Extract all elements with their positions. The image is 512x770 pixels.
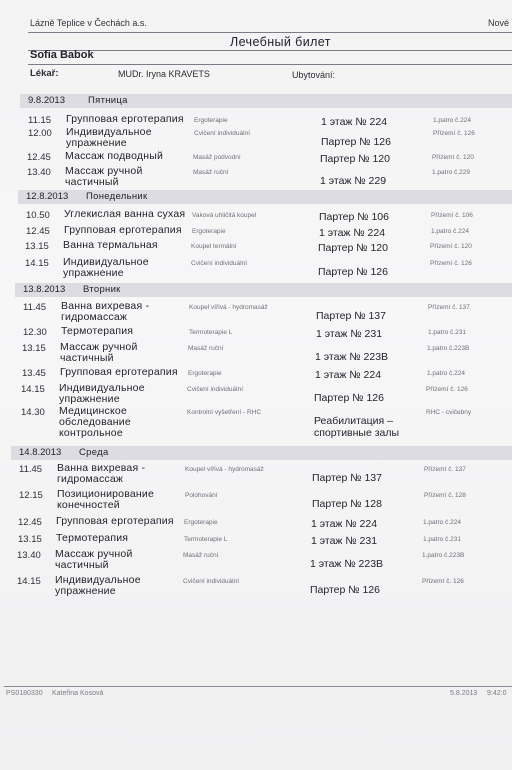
room-number-cz: 1.patro č.223B <box>427 345 470 352</box>
procedure-name-cz: Masáž ruční <box>188 345 224 352</box>
appointment-time: 14.15 <box>25 258 49 269</box>
header-rule <box>28 32 512 33</box>
procedure-name: Групповая ерготерапия <box>60 366 178 378</box>
procedure-name: Массаж ручной частичный <box>60 341 138 364</box>
room-number-cz: Přízemí č. 137 <box>424 466 466 473</box>
procedure-name: Массаж ручной частичный <box>55 548 133 571</box>
room-number-cz: Přízemí č. 126 <box>433 130 475 137</box>
procedure-name: Групповая ерготерапия <box>64 224 182 236</box>
day-date: 14.8.2013 <box>19 447 62 458</box>
footer-code: PS0180330 <box>6 690 43 697</box>
procedure-name: Индивидуальное упражнение <box>63 256 149 279</box>
room-number-cz: 1.patro č.229 <box>432 169 470 176</box>
page-title: Лечебный билет <box>230 35 331 49</box>
corner-text: Nové <box>488 18 510 28</box>
spa-name: Lázně Teplice v Čechách a.s. <box>30 18 147 28</box>
procedure-name-cz: Cvičení individuální <box>187 386 244 393</box>
appointment-time: 13.15 <box>18 534 42 545</box>
room-number: Партер № 137 <box>316 310 386 322</box>
doctor-name: MUDr. Iryna KRAVETS <box>118 69 210 79</box>
appointment-time: 12.30 <box>23 327 47 338</box>
room-number-cz: 1.patro č.223B <box>422 552 465 559</box>
procedure-name-cz: Kontrolní vyšetření - RHC <box>187 409 262 416</box>
room-number: 1 этаж № 224 <box>311 518 378 530</box>
procedure-name: Медицинское обследование контрольное <box>59 405 131 439</box>
room-number-cz: Přízemí č. 106 <box>431 212 473 219</box>
room-number-cz: Přízemí č. 126 <box>430 260 472 267</box>
procedure-name-cz: Cvičení individuální <box>183 578 240 585</box>
room-number: Реабилитация – спортивные залы <box>314 415 400 439</box>
procedure-name-cz: Masáž ruční <box>183 552 219 559</box>
appointment-time: 13.45 <box>22 368 46 379</box>
day-weekday: Понедельник <box>86 191 148 202</box>
day-date: 9.8.2013 <box>28 95 65 106</box>
appointment-time: 12.45 <box>26 226 50 237</box>
appointment-time: 11.15 <box>28 115 52 126</box>
appointment-time: 13.15 <box>22 343 46 354</box>
appointment-time: 12.45 <box>27 152 51 163</box>
room-number-cz: Přízemí č. 126 <box>422 578 464 585</box>
room-number: 1 этаж № 231 <box>311 535 378 547</box>
procedure-name: Ванна вихревая - гидромассаж <box>57 462 146 485</box>
procedure-name-cz: Ergoterapie <box>194 117 228 124</box>
appointment-time: 13.15 <box>25 241 49 252</box>
procedure-name-cz: Ergoterapie <box>192 228 226 235</box>
procedure-name: Массаж ручной частичный <box>65 165 143 188</box>
procedure-name-cz: Koupel termální <box>191 243 237 250</box>
room-number: Партер № 120 <box>320 153 390 165</box>
room-number: Партер № 106 <box>319 211 389 223</box>
appointment-time: 10.50 <box>26 210 50 221</box>
room-number-cz: Přízemí č. 126 <box>426 386 468 393</box>
room-number: 1 этаж № 223В <box>310 558 384 570</box>
procedure-name: Углекислая ванна сухая <box>64 208 186 220</box>
procedure-name-cz: Cvičení individuální <box>191 260 248 267</box>
footer-date: 5.8.2013 <box>450 690 478 697</box>
procedure-name: Групповая ерготерапия <box>56 515 174 527</box>
footer-time: 9:42:0 <box>487 690 507 697</box>
room-number: 1 этаж № 224 <box>315 369 382 381</box>
procedure-name: Позиционирование конечностей <box>57 488 155 511</box>
room-number-cz: Přízemí č. 137 <box>428 304 470 311</box>
room-number: Партер № 137 <box>312 472 382 484</box>
procedure-name: Ванна вихревая - гидромассаж <box>61 300 150 323</box>
procedure-name-cz: Masáž podvodní <box>193 154 241 161</box>
procedure-name: Индивидуальное упражнение <box>66 126 152 149</box>
appointment-time: 11.45 <box>23 302 47 313</box>
day-weekday: Вторник <box>83 284 121 295</box>
procedure-name: Термотерапия <box>61 325 134 337</box>
accommodation-label: Ubytování: <box>292 70 336 80</box>
day-date: 12.8.2013 <box>26 191 69 202</box>
room-number: Партер № 126 <box>310 584 380 596</box>
room-number: Партер № 126 <box>318 266 388 278</box>
appointment-time: 12.15 <box>19 490 43 501</box>
title-rule <box>28 50 512 51</box>
procedure-name-cz: Ergoterapie <box>188 370 222 377</box>
room-number-cz: Přízemí č. 120 <box>432 154 474 161</box>
footer-author: Kateřina Kosová <box>52 690 104 697</box>
room-number: 1 этаж № 231 <box>316 328 383 340</box>
room-number: 1 этаж № 223В <box>315 351 389 363</box>
patient-name: Sofia Babok <box>30 49 94 61</box>
room-number-cz: 1.patro č.224 <box>433 117 471 124</box>
room-number-cz: 1.patro č.224 <box>431 228 469 235</box>
room-number-cz: 1.patro č.231 <box>428 329 466 336</box>
procedure-name: Массаж подводный <box>65 150 164 162</box>
procedure-name-cz: Koupel vířivá - hydromasáž <box>185 466 264 473</box>
room-number: Партер № 128 <box>312 498 382 510</box>
procedure-name-cz: Masáž ruční <box>193 169 229 176</box>
room-number-cz: 1.patro č.231 <box>423 536 461 543</box>
appointment-time: 12.00 <box>28 128 52 139</box>
room-number: 1 этаж № 229 <box>320 175 387 187</box>
procedure-name-cz: Termoterapie L <box>189 329 233 336</box>
room-number-cz: Přízemí č. 128 <box>424 492 466 499</box>
day-weekday: Среда <box>79 447 109 458</box>
doctor-label: Lékař: <box>30 68 59 79</box>
appointment-time: 12.45 <box>18 517 42 528</box>
procedure-name-cz: Vaková uhličitá koupel <box>192 212 257 219</box>
procedure-name: Групповая ерготерапия <box>66 113 184 125</box>
patient-rule <box>28 64 512 65</box>
procedure-name: Индивидуальное упражнение <box>55 574 141 597</box>
footer-rule <box>4 686 512 687</box>
appointment-time: 13.40 <box>17 550 41 561</box>
room-number: Партер № 126 <box>314 392 384 404</box>
procedure-name: Термотерапия <box>56 532 129 544</box>
procedure-name-cz: Ergoterapie <box>184 519 218 526</box>
day-date: 13.8.2013 <box>23 284 66 295</box>
procedure-name-cz: Koupel vířivá - hydromasáž <box>189 304 268 311</box>
room-number-cz: 1.patro č.224 <box>427 370 465 377</box>
procedure-name: Ванна термальная <box>63 239 158 251</box>
room-number-cz: 1.patro č.224 <box>423 519 461 526</box>
appointment-time: 13.40 <box>27 167 51 178</box>
room-number: 1 этаж № 224 <box>321 116 388 128</box>
room-number-cz: Přízemí č. 120 <box>430 243 472 250</box>
room-number: Партер № 126 <box>321 136 391 148</box>
procedure-name: Индивидуальное упражнение <box>59 382 145 405</box>
procedure-name-cz: Polohování <box>185 492 218 499</box>
room-number-cz: RHC - cvičebny <box>426 409 472 416</box>
appointment-time: 14.15 <box>21 384 45 395</box>
appointment-time: 14.15 <box>17 576 41 587</box>
procedure-name-cz: Cvičení individuální <box>194 130 251 137</box>
day-weekday: Пятница <box>88 95 128 106</box>
room-number: Партер № 120 <box>318 242 388 254</box>
appointment-time: 14.30 <box>21 407 45 418</box>
appointment-time: 11.45 <box>19 464 43 475</box>
room-number: 1 этаж № 224 <box>319 227 386 239</box>
procedure-name-cz: Termoterapie L <box>184 536 228 543</box>
